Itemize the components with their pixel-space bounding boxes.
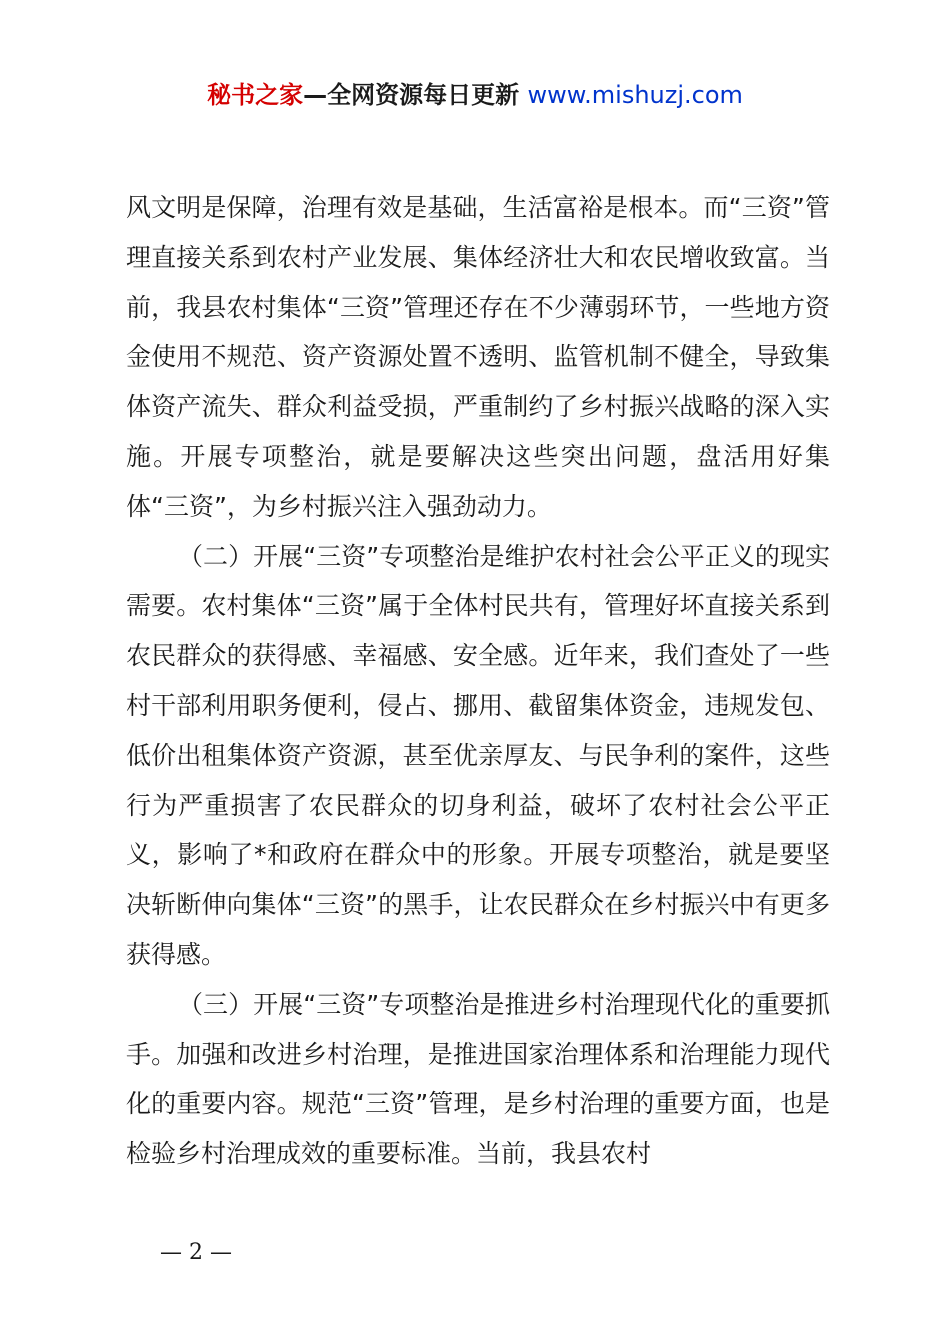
page-number: — 2 — <box>160 1240 232 1265</box>
document-body <box>126 183 830 1179</box>
paragraph-section-3: （三）开展“三资”专项整治是推进乡村治理现代化的重要抓手。加强和改进乡村治理，是推进国家治理体系和治理能力现代化的重要内容。规范“三资”管理，是乡村治理的重要方面，也是检验乡村治理成效的重要标准。当前，我县农村 <box>126 989 830 1169</box>
page-header <box>0 78 950 112</box>
header-tagline: —全网资源每日更新 <box>303 81 520 109</box>
paragraph-continuation: 风文明是保障，治理有效是基础，生活富裕是根本。而“三资”管理直接关系到农村产业发展、集体经济壮大和农民增收致富。当前，我县农村集体“三资”管理还存在不少薄弱环节，一些地方资金使用不规范、资产资源处置不透明、监管机制不健全，导致集体资产流失、群众利益受损，严重制约了乡村振兴战略的深入实施。开展专项整治，就是要解决这些突出问题，盘活用好集体“三资”，为乡村振兴注入强劲动力。 <box>126 193 830 521</box>
header-url-link[interactable]: www.mishuzj.com <box>527 81 743 109</box>
header-brand: 秘书之家 <box>207 81 304 109</box>
paragraph-section-2: （二）开展“三资”专项整治是维护农村社会公平正义的现实需要。农村集体“三资”属于全体村民共有，管理好坏直接关系到农民群众的获得感、幸福感、安全感。近年来，我们查处了一些村干部利用职务便利，侵占、挪用、截留集体资金，违规发包、低价出租集体资产资源，甚至优亲厚友、与民争利的案件，这些行为严重损害了农民群众的切身利益，破坏了农村社会公平正义，影响了*和政府在群众中的形象。开展专项整治，就是要坚决斩断伸向集体“三资”的黑手，让农民群众在乡村振兴中有更多获得感。 <box>126 541 830 969</box>
